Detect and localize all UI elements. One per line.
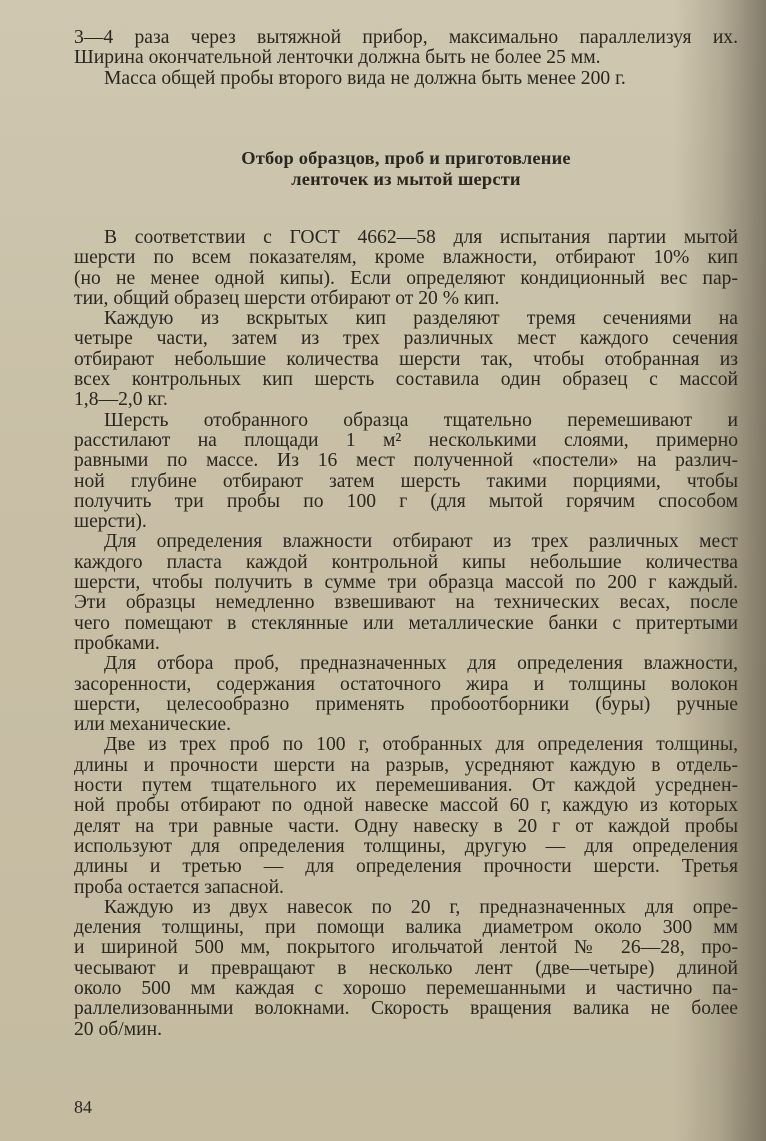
section-heading-line-1: Отбор образцов, проб и приготовление <box>241 148 571 168</box>
text-line: отбирают небольшие количества шерсти так, чтобы отобранная из <box>74 348 738 370</box>
text-line: Каждую из вскрытых кип разделяют тремя сечениями на <box>104 308 738 330</box>
text-line: длины и третью — для определения прочности шерсти. Третья <box>74 856 738 878</box>
text-line: засоренности, содержания остаточного жира и толщины волокон <box>74 673 738 695</box>
text-line: шерсти по всем показателям, кроме влажности, отбирают 10% кип <box>74 247 738 269</box>
text-line: 3—4 раза через вытяжной прибор, максимально параллелизуя их. <box>74 27 738 48</box>
section-heading <box>74 148 738 190</box>
text-line: и шириной 500 мм, покрытого игольчатой лентой № 26—28, про- <box>74 937 738 959</box>
text-line: раллелизованными волокнами. Скорость вращения валика не более <box>74 998 738 1020</box>
text-line: Шерсть отобранного образца тщательно перемешивают и <box>104 409 738 431</box>
text-line: Для отбора проб, предназначенных для определения влажности, <box>104 653 738 675</box>
text-line: равными по массе. Из 16 мест полученной «постели» на различ- <box>74 450 738 472</box>
text-line: делят на три равные части. Одну навеску в 20 г от каждой пробы <box>74 815 738 837</box>
text-line: шерсти, чтобы получить в сумме три образца массой по 200 г каждый. <box>74 572 738 594</box>
text-line: пробками. <box>74 632 160 654</box>
text-line: Масса общей пробы второго вида не должна быть менее 200 г. <box>104 67 626 89</box>
section-heading-line-2: ленточек из мытой шерсти <box>291 169 521 189</box>
text-line: В соответствии с ГОСТ 4662—58 для испытания партии мытой <box>104 227 738 248</box>
text-line: шерсти). <box>74 511 147 533</box>
text-line: чего помещают в стеклянные или металлические банки с притертыми <box>74 612 738 634</box>
text-line: (но не менее одной кипы). Если определяют кондиционный вес пар- <box>74 267 738 289</box>
text-line: деления толщины, при помощи валика диаметром около 300 мм <box>74 917 738 939</box>
text-line: тии, общий образец шерсти отбирают от 20 % кип. <box>74 287 500 309</box>
text-line: четыре части, затем из трех различных мест каждого сечения <box>74 328 738 350</box>
body-text <box>74 228 738 1040</box>
text-line: расстилают на площади 1 м² несколькими слоями, примерно <box>74 429 738 451</box>
text-line: ной глубине отбирают затем шерсть такими порциями, чтобы <box>74 470 738 492</box>
text-line: Ширина окончательной ленточки должна быть не более 25 мм. <box>74 47 601 69</box>
text-line: ной пробы отбирают по одной навеске массой 60 г, каждую из которых <box>74 795 738 817</box>
text-line: шерсти, целесообразно применять пробоотборники (буры) ручные <box>74 693 738 715</box>
text-line: 20 об/мин. <box>74 1018 162 1040</box>
text-line: каждого пласта каждой контрольной кипы небольшие количества <box>74 551 738 573</box>
text-line: длины и прочности шерсти на разрыв, усредняют каждую в отдель- <box>74 754 738 776</box>
text-line: 1,8—2,0 кг. <box>74 389 168 411</box>
text-line: чесывают и превращают в несколько лент (две—четыре) длиной <box>74 957 738 979</box>
text-line: Каждую из двух навесок по 20 г, предназначенных для опре- <box>104 896 738 918</box>
text-line: получить три пробы по 100 г (для мытой горячим способом <box>74 490 738 512</box>
text-line: всех контрольных кип шерсть составила один образец с массой <box>74 369 738 391</box>
text-line: проба остается запасной. <box>74 876 284 898</box>
text-line: используют для определения толщины, другую — для определения <box>74 835 738 857</box>
text-line: Для определения влажности отбирают из трех различных мест <box>104 531 738 553</box>
text-line: ности путем тщательного их перемешивания. От каждой усреднен- <box>74 775 738 797</box>
top-paragraphs <box>74 28 738 89</box>
page-number: 84 <box>74 1097 92 1117</box>
text-line: Эти образцы немедленно взвешивают на технических весах, после <box>74 592 738 614</box>
text-line: Две из трех проб по 100 г, отобранных для определения толщины, <box>104 734 738 756</box>
text-line: около 500 мм каждая с хорошо перемешанными и частично па- <box>74 977 738 999</box>
text-line: или механические. <box>74 714 232 736</box>
